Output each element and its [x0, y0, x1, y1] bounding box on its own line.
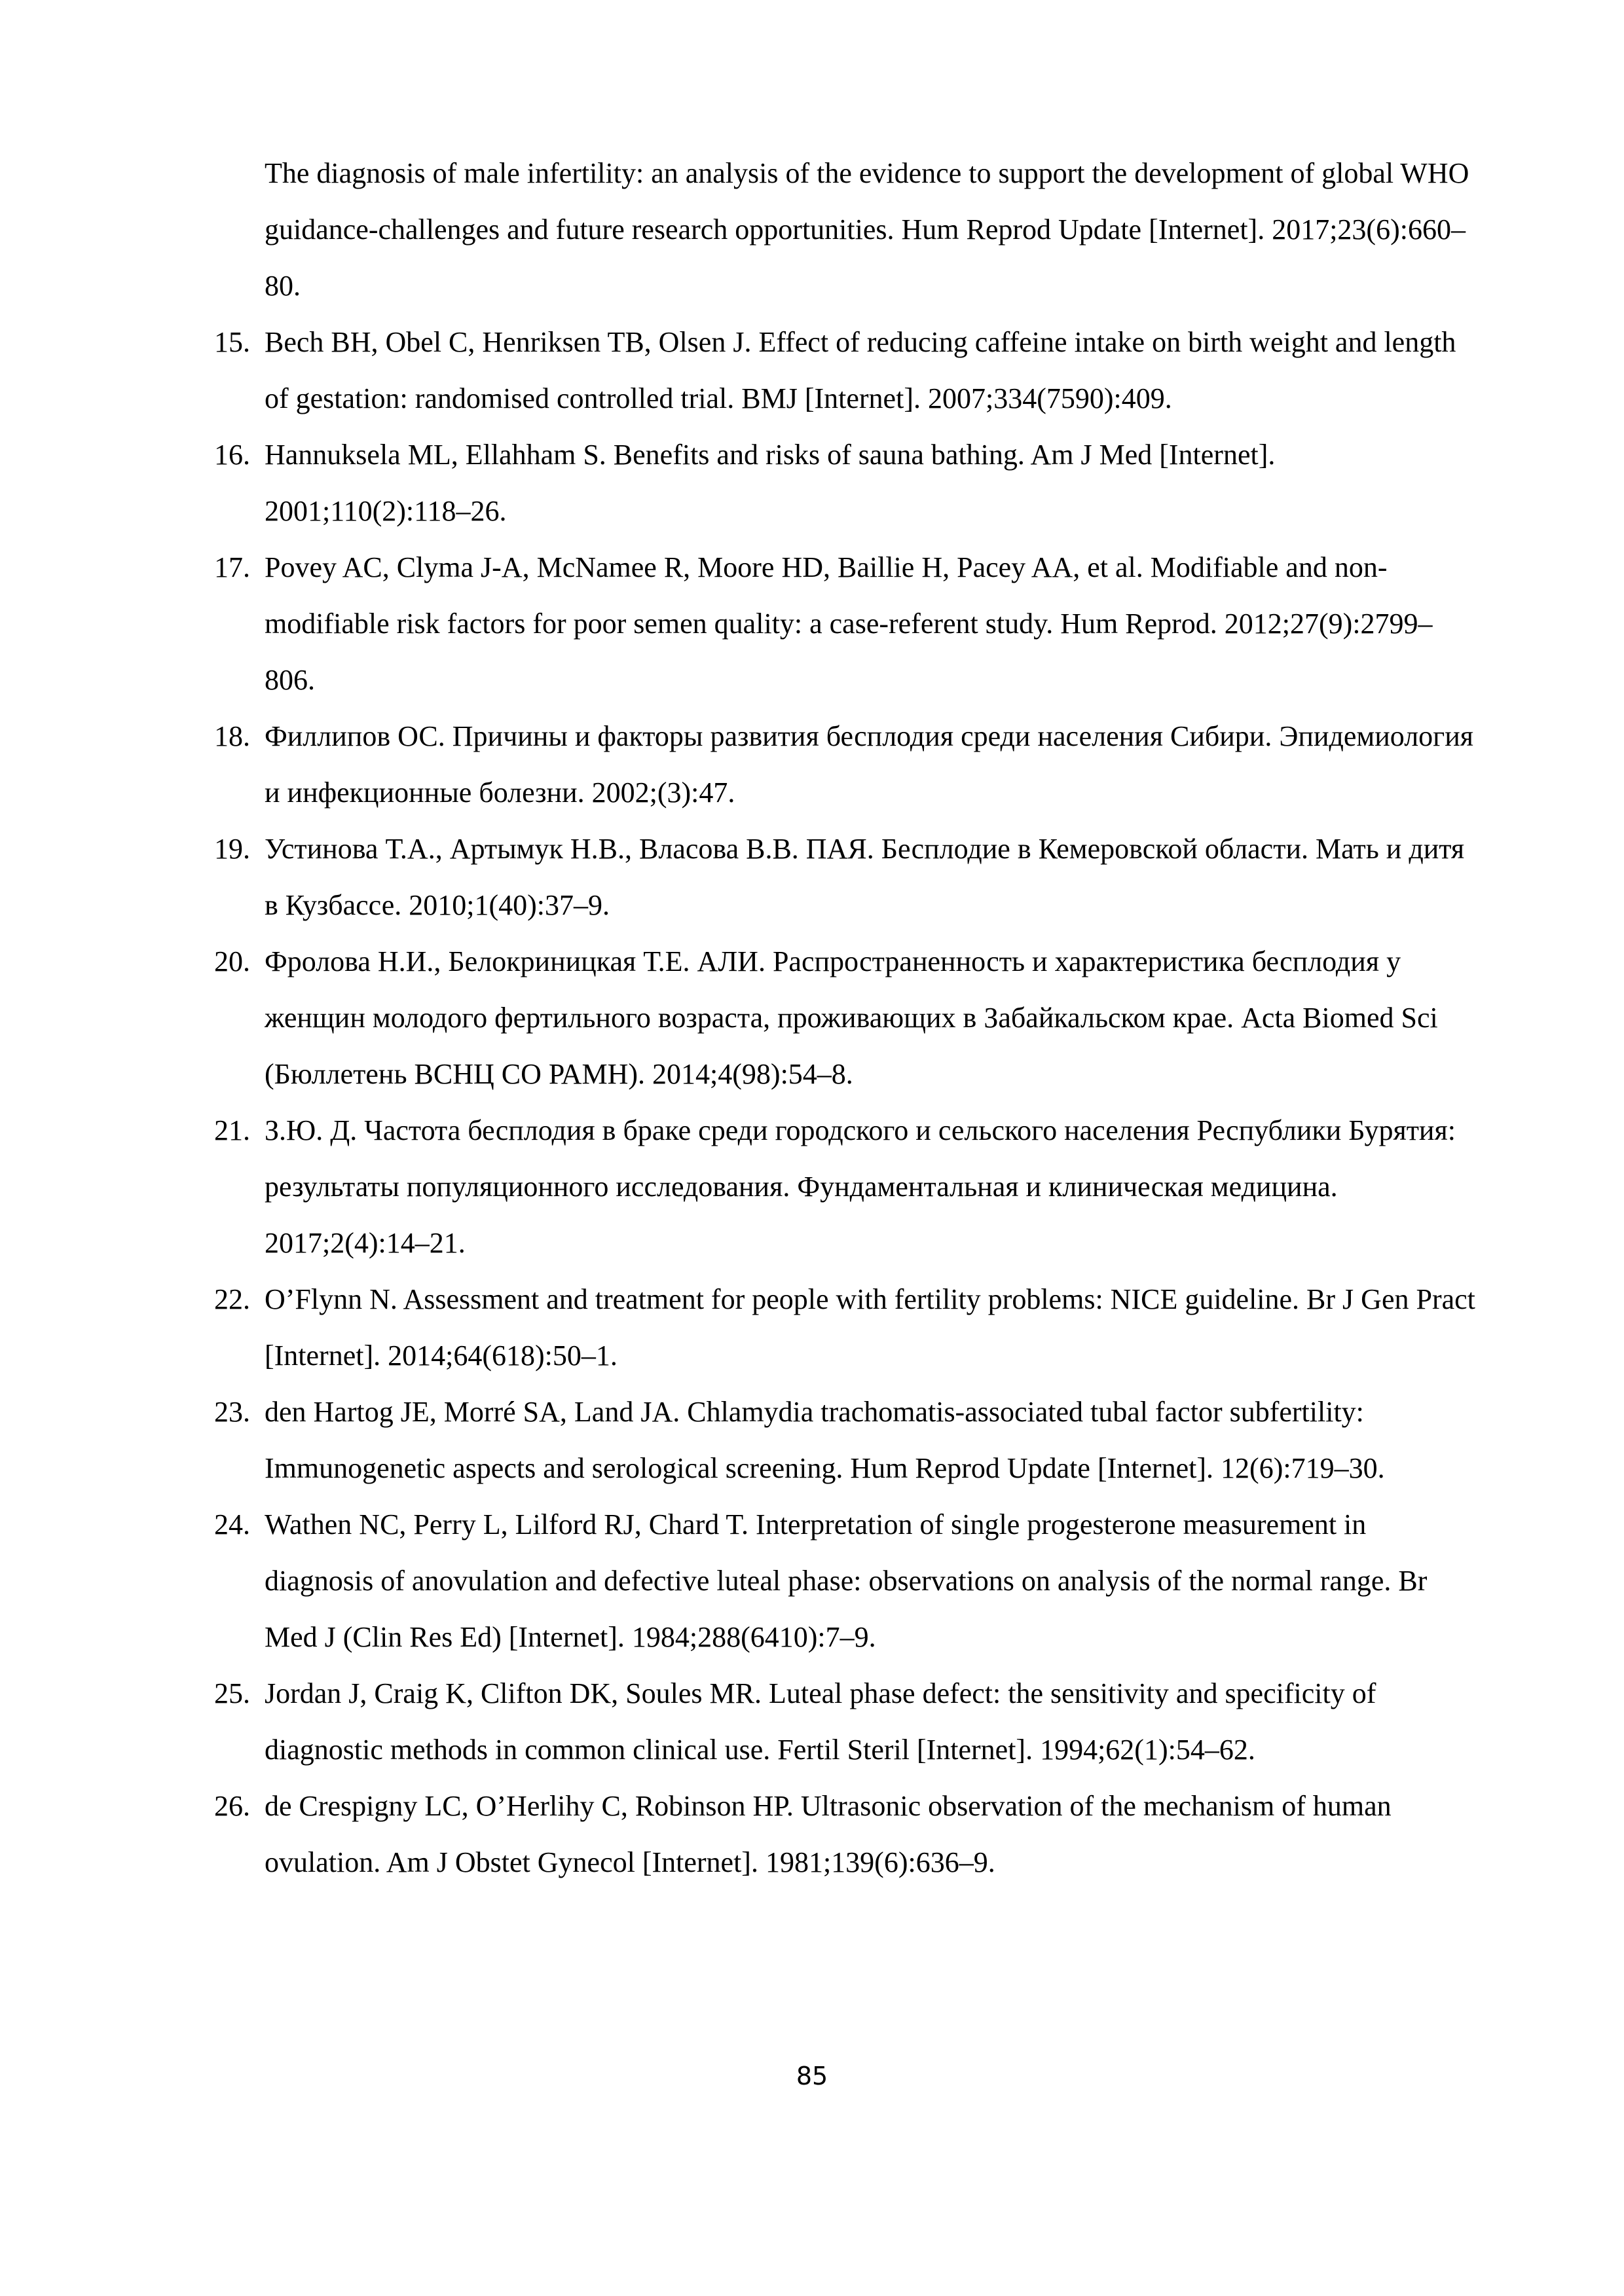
reference-number: 18. — [214, 720, 250, 752]
reference-text: Wathen NC, Perry L, Lilford RJ, Chard T. Interpretation of single progesterone measurement in diagnosis of anovulation and defective luteal phase: observations on analysis of the normal range. Br Med J (Clin Res Ed) [Internet]. 1984;288(6410):7–9. — [265, 1508, 1428, 1653]
reference-item — [214, 1384, 1478, 1497]
reference-text: Povey AC, Clyma J-A, McNamee R, Moore HD, Baillie H, Pacey AA, et al. Modifiable and non-modifiable risk factors for poor semen quality: a case-referent study. Hum Reprod. 2012;27(9):2799–806. — [265, 551, 1433, 696]
reference-text: de Crespigny LC, O’Herlihy C, Robinson HP. Ultrasonic observation of the mechanism of human ovulation. Am J Obstet Gynecol [Internet]. 1981;139(6):636–9. — [265, 1790, 1392, 1878]
reference-text: Филлипов ОС. Причины и факторы развития бесплодия среди населения Сибири. Эпидемиология и инфекционные болезни. 2002;(3):47. — [265, 720, 1474, 809]
reference-item — [214, 539, 1478, 708]
reference-text: Jordan J, Craig K, Clifton DK, Soules MR. Luteal phase defect: the sensitivity and specificity of diagnostic methods in common clinical use. Fertil Steril [Internet]. 1994;62(1):54–62. — [265, 1677, 1376, 1766]
reference-number: 25. — [214, 1677, 250, 1709]
reference-text: The diagnosis of male infertility: an analysis of the evidence to support the development of global WHO guidance-challenges and future research opportunities. Hum Reprod Update [Internet]. 2017;23(6):660–80. — [265, 157, 1469, 302]
reference-item — [214, 708, 1478, 821]
reference-text: O’Flynn N. Assessment and treatment for people with fertility problems: NICE guideline. Br J Gen Pract [Internet]. 2014;64(618):50–1. — [265, 1283, 1475, 1372]
reference-item — [214, 314, 1478, 427]
reference-number: 24. — [214, 1508, 250, 1540]
reference-text: З.Ю. Д. Частота бесплодия в браке среди городского и сельского населения Республики Бурятия: результаты популяционного исследования. Фундаментальная и клиническая медицина. 2017;2(4):14–21. — [265, 1114, 1456, 1259]
reference-number: 17. — [214, 551, 250, 583]
reference-number: 21. — [214, 1114, 250, 1146]
reference-item — [214, 1497, 1478, 1666]
reference-number: 23. — [214, 1396, 250, 1428]
reference-text: Hannuksela ML, Ellahham S. Benefits and risks of sauna bathing. Am J Med [Internet]. 2001;110(2):118–26. — [265, 439, 1276, 527]
reference-number: 16. — [214, 439, 250, 471]
reference-number: 20. — [214, 945, 250, 977]
reference-text: Устинова Т.А., Артымук Н.В., Власова В.В. ПАЯ. Бесплодие в Кемеровской области. Мать и дитя в Кузбассе. 2010;1(40):37–9. — [265, 833, 1465, 921]
reference-text: Bech BH, Obel C, Henriksen TB, Olsen J. Effect of reducing caffeine intake on birth weight and length of gestation: randomised controlled trial. BMJ [Internet]. 2007;334(7590):409. — [265, 326, 1456, 414]
reference-text: Фролова Н.И., Белокриницкая Т.Е. АЛИ. Распространенность и характеристика бесплодия у женщин молодого фертильного возраста, проживающих в Забайкальском крае. Acta Biomed Sci (Бюллетень ВСНЦ СО РАМН). 2014;4(98):54–8. — [265, 945, 1438, 1090]
page-number: 85 — [796, 2062, 828, 2090]
reference-item — [214, 145, 1478, 314]
reference-item — [214, 821, 1478, 934]
reference-list — [214, 145, 1478, 1891]
reference-number: 15. — [214, 326, 250, 358]
reference-item — [214, 934, 1478, 1102]
reference-item — [214, 427, 1478, 539]
reference-number: 22. — [214, 1283, 250, 1315]
reference-item — [214, 1271, 1478, 1384]
reference-number: 26. — [214, 1790, 250, 1822]
reference-item — [214, 1666, 1478, 1778]
reference-item — [214, 1778, 1478, 1891]
reference-text: den Hartog JE, Morré SA, Land JA. Chlamydia trachomatis-associated tubal factor subfertility: Immunogenetic aspects and serological screening. Hum Reprod Update [Internet]. 12(6):719–30. — [265, 1396, 1385, 1484]
reference-number: 19. — [214, 833, 250, 865]
reference-item — [214, 1102, 1478, 1271]
